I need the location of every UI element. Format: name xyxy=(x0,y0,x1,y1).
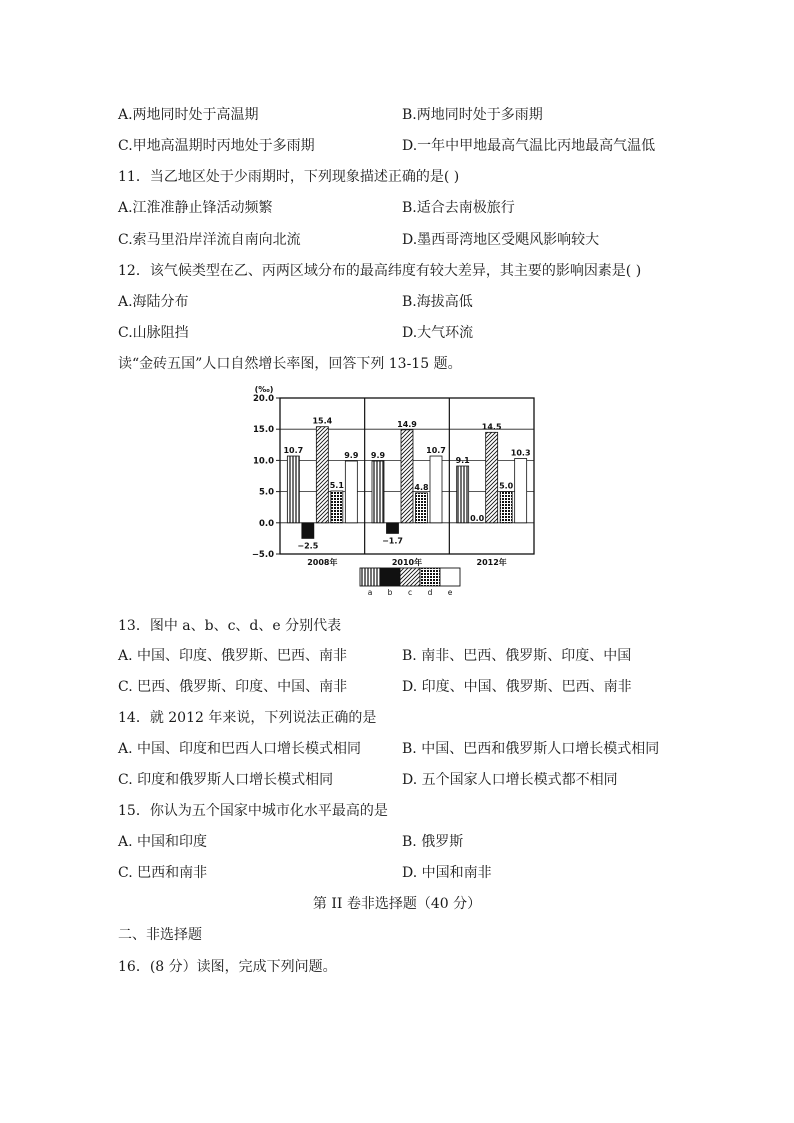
data-label-b-2: 0.0 xyxy=(470,513,485,523)
legend-swatch-b xyxy=(380,568,400,586)
legend-swatch-c xyxy=(400,568,420,586)
x-tick-label: 2010年 xyxy=(391,558,423,567)
q14-stem: 14．就 2012 年来说，下列说法正确的是 xyxy=(118,710,377,726)
q10-option-a: A.两地同时处于高温期 xyxy=(118,107,259,123)
q13-option-b: B. 南非、巴西、俄罗斯、印度、中国 xyxy=(402,648,632,664)
q14-option-b: B. 中国、巴西和俄罗斯人口增长模式相同 xyxy=(402,741,660,757)
legend-label: c xyxy=(407,588,413,597)
q11-stem: 11．当乙地区处于少雨期时，下列现象描述正确的是( ) xyxy=(118,169,460,185)
bar-c-1 xyxy=(401,430,413,523)
bar-d-2 xyxy=(500,492,512,523)
bar-a-1 xyxy=(372,461,384,523)
bar-c-0 xyxy=(316,427,328,523)
q15-option-b: B. 俄罗斯 xyxy=(402,834,464,850)
bar-b-0 xyxy=(302,523,314,539)
bar-e-0 xyxy=(345,461,357,523)
data-label-d-1: 4.8 xyxy=(414,482,429,492)
bar-b-1 xyxy=(387,523,399,534)
data-label-d-2: 5.0 xyxy=(499,481,514,491)
legend-label: a xyxy=(367,588,373,597)
legend-swatch-e xyxy=(440,568,460,586)
legend-label: e xyxy=(447,588,453,597)
data-label-e-1: 10.7 xyxy=(426,446,446,456)
q12-option-c: C.山脉阻挡 xyxy=(118,325,189,341)
q15-stem: 15．你认为五个国家中城市化水平最高的是 xyxy=(118,803,388,819)
q13-stem: 13．图中 a、b、c、d、e 分别代表 xyxy=(118,618,342,634)
q12-option-a: A.海陆分布 xyxy=(118,294,189,310)
q10-option-d: D.一年中甲地最高气温比丙地最高气温低 xyxy=(402,138,656,154)
data-label-c-1: 14.9 xyxy=(397,419,417,429)
x-tick-label: 2012年 xyxy=(476,558,507,567)
part2-title: 第 II 卷非选择题（40 分） xyxy=(312,896,482,912)
bar-d-0 xyxy=(331,491,343,523)
y-tick-label: −5.0 xyxy=(251,550,274,560)
data-label-c-2: 14.5 xyxy=(481,422,502,432)
q11-option-d: D.墨西哥湾地区受飓风影响较大 xyxy=(402,232,600,248)
q15-option-c: C. 巴西和南非 xyxy=(118,865,208,881)
q13-option-d: D. 印度、中国、俄罗斯、巴西、南非 xyxy=(402,679,632,695)
q12-option-d: D.大气环流 xyxy=(402,325,474,341)
y-tick-label: 15.0 xyxy=(253,425,274,436)
q10-option-b: B.两地同时处于多雨期 xyxy=(402,107,543,123)
bar-a-2 xyxy=(457,466,469,523)
q14-option-d: D. 五个国家人口增长模式都不相同 xyxy=(402,772,618,788)
data-label-c-0: 15.4 xyxy=(312,416,333,426)
bar-a-0 xyxy=(287,456,299,523)
section2-heading: 二、非选择题 xyxy=(118,927,202,943)
q14-option-a: A. 中国、印度和巴西人口增长模式相同 xyxy=(118,741,362,757)
data-label-d-0: 5.1 xyxy=(329,480,344,490)
data-label-e-2: 10.3 xyxy=(510,448,531,458)
q11-option-c: C.索马里沿岸洋流自南向北流 xyxy=(118,232,301,248)
chart-intro: 读“金砖五国”人口自然增长率图，回答下列 13-15 题。 xyxy=(118,356,462,372)
q13-option-c: C. 巴西、俄罗斯、印度、中国、南非 xyxy=(118,679,348,695)
q11-option-b: B.适合去南极旅行 xyxy=(402,200,515,216)
legend-label: d xyxy=(427,588,433,597)
y-axis-unit: (‰) xyxy=(254,385,274,394)
population-growth-chart xyxy=(250,378,550,606)
q14-option-c: C. 印度和俄罗斯人口增长模式相同 xyxy=(118,772,334,788)
data-label-b-0: −2.5 xyxy=(297,541,319,551)
q13-option-a: A. 中国、印度、俄罗斯、巴西、南非 xyxy=(118,648,348,664)
legend-swatch-a xyxy=(360,568,380,586)
data-label-a-0: 10.7 xyxy=(283,446,304,456)
y-tick-label: 10.0 xyxy=(253,456,274,467)
q11-option-a: A.江淮准静止锋活动频繁 xyxy=(118,200,273,216)
q12-stem: 12．该气候类型在乙、丙两区域分布的最高纬度有较大差异，其主要的影响因素是( ) xyxy=(118,263,642,279)
bar-c-2 xyxy=(486,432,498,522)
data-label-a-1: 9.9 xyxy=(370,451,386,461)
legend-swatch-d xyxy=(420,568,440,586)
legend-label: b xyxy=(387,588,393,597)
data-label-a-2: 9.1 xyxy=(455,456,470,466)
y-tick-label: 5.0 xyxy=(258,487,274,498)
y-tick-label: 0.0 xyxy=(258,518,274,529)
bar-e-2 xyxy=(515,459,527,523)
q12-option-b: B.海拔高低 xyxy=(402,294,473,310)
data-label-b-1: −1.7 xyxy=(382,536,403,546)
x-tick-label: 2008年 xyxy=(307,558,338,567)
y-tick-label: 20.0 xyxy=(253,394,274,404)
q16-stem: 16．(8 分）读图，完成下列问题。 xyxy=(118,959,337,975)
data-label-e-0: 9.9 xyxy=(344,451,359,461)
q15-option-d: D. 中国和南非 xyxy=(402,865,492,881)
bar-d-1 xyxy=(416,493,428,523)
q10-option-c: C.甲地高温期时丙地处于多雨期 xyxy=(118,138,315,154)
bar-e-1 xyxy=(430,456,442,523)
q15-option-a: A. 中国和印度 xyxy=(118,834,208,850)
